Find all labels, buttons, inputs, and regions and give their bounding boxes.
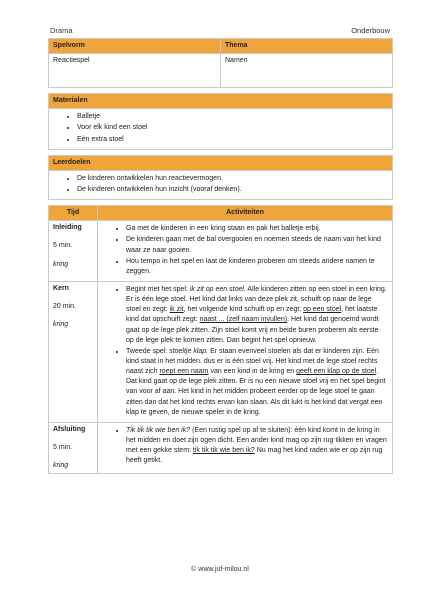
inleiding-label: Inleiding <box>53 224 82 232</box>
afsluiting-setting: kring <box>53 462 69 470</box>
list-item: • Balletje <box>77 112 388 122</box>
col-tijd-header: Tijd <box>49 206 98 221</box>
list-item: • Ga met de kinderen in een kring staan en pak het balletje erbij. <box>126 224 388 234</box>
footer-copyright: © www.juf-milou.nl <box>191 566 249 573</box>
thema-label: Thema <box>221 39 393 54</box>
leerdoelen-table <box>48 155 393 200</box>
kern-label: Kern <box>53 284 69 292</box>
header-level: Onderbouw <box>351 26 390 35</box>
list-item: • De kinderen ontwikkelen hun reactievermogen. <box>77 174 388 184</box>
inleiding-duration: 5 min. <box>53 242 73 250</box>
kern-list <box>102 285 388 418</box>
list-item: • Tweede spel: stoeltje klap. Er staan evenveel stoelen als dat er kinderen zijn. Eén kind staat in het midden. dus er is één stoel vrij. Het kind met de lege stoel rechts naast zich roept een naam van een kind in de kring en geeft een klap op de stoel. Dat kind gaat op de lege plek zitten. Er is nu een nieuwe stoel vrij en het spel begint van voor af aan. Het kind in het midden probeert eerder op de lege stoel te gaan zitten dan dat het kind rechts ervan kan slaan. Als dit lukt is het kind dat vergat een klap te geven, de nieuwe speler in de kring. <box>126 347 388 418</box>
kern-duration: 20 min. <box>53 303 76 311</box>
thema-value: Namen <box>221 54 393 88</box>
list-item: • Tik tik tik wie ben ik? (Een rustig spel op af te sluiten): één kind komt in de kring in het midden en doet zijn ogen dicht. Een ander kind mag op zijn rug tikken en vragen met een gekke stem: tik tik tik wie ben ik? Nu mag het kind raden wie er op zijn rug heeft getikt. <box>126 426 388 467</box>
list-item: • De kinderen gaan met de bal overgooien en noemen steeds de naam van het kind waar ze naar gooien. <box>126 235 388 255</box>
afsluiting-duration: 5 min. <box>53 443 73 451</box>
list-item: • Voor elk kind een stoel <box>77 123 388 133</box>
afsluiting-label: Afsluiting <box>53 425 86 433</box>
spelvorm-thema-table <box>48 38 393 88</box>
kern-row <box>49 281 393 422</box>
list-item: • Eén extra stoel <box>77 135 388 145</box>
leerdoelen-list <box>53 174 388 195</box>
afsluiting-row <box>49 422 393 473</box>
inleiding-row <box>49 221 393 282</box>
leerdoelen-label: Leerdoelen <box>49 155 393 170</box>
inleiding-setting: kring <box>53 260 69 268</box>
header-subject: Drama <box>50 26 73 35</box>
inleiding-list <box>102 224 388 277</box>
list-item: • Begint met het spel: ik zit op een stoel. Alle kinderen zitten op een stoel in een kring. Er is één lege stoel. Het kind dat links van deze plek zit, schuift op naar de lege stoel en zegt: ik zit, het volgende kind schuift op en zegt: op een stoel, het laatste kind dat opschuift zegt: naast ... (zelf naam invullen). Het kind dat genoemd wordt gaat op de lege plek zitten. Zijn stoel komt vrij en beide buren proberen als eerste op de lege plek te komen zitten. Dan begint het spel opnieuw. <box>126 285 388 346</box>
materialen-list <box>53 112 388 144</box>
spelvorm-label: Spelvorm <box>49 39 221 54</box>
kern-setting: kring <box>53 321 69 329</box>
materialen-label: Materialen <box>49 94 393 109</box>
lesson-document <box>48 38 393 474</box>
col-activiteiten-header: Activiteiten <box>98 206 393 221</box>
activities-table <box>48 205 393 474</box>
spelvorm-value: Reactiespel <box>49 54 221 88</box>
list-item: • De kinderen ontwikkelen hun inzicht (vooraf denken). <box>77 185 388 195</box>
afsluiting-list <box>102 426 388 467</box>
materialen-table <box>48 93 393 150</box>
list-item: • Hou tempo in het spel en laat de kinderen proberen om steeds andere namen te zeggen. <box>126 257 388 277</box>
